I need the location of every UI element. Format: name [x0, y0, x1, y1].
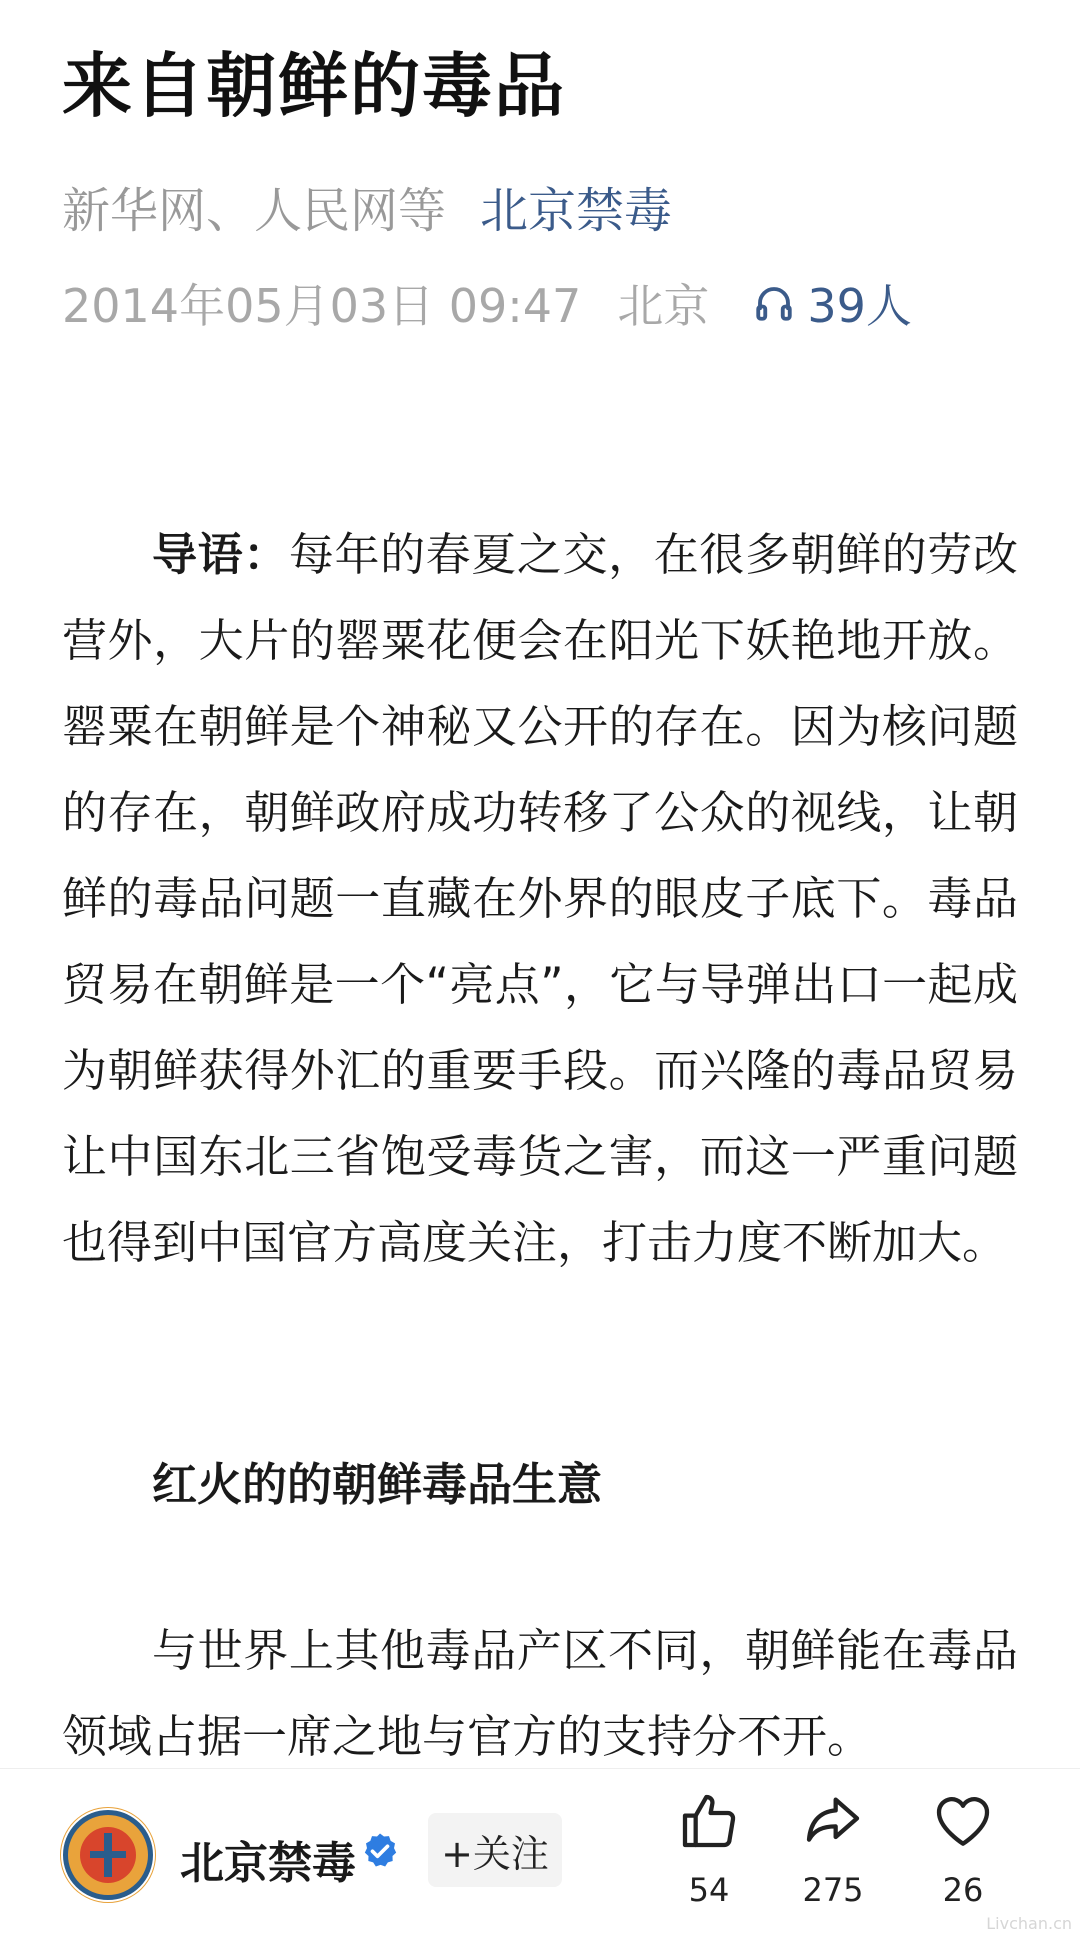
publish-location: 北京 — [617, 279, 710, 333]
account-name[interactable]: 北京禁毒 — [180, 1838, 356, 1889]
bottom-bar — [0, 1768, 1080, 1939]
avatar-emblem — [60, 1807, 156, 1903]
avatar[interactable] — [60, 1807, 156, 1903]
article-body — [62, 512, 1018, 1286]
publish-datetime: 2014年05月03日 09:47 — [62, 279, 582, 333]
share-arrow-icon — [801, 1789, 865, 1853]
section-heading: 红火的的朝鲜毒品生意 — [152, 1458, 603, 1511]
verified-icon — [360, 1831, 400, 1871]
favorite-count: 26 — [942, 1871, 984, 1909]
article-title: 来自朝鲜的毒品 — [62, 45, 566, 127]
listener-count: 39人 — [807, 279, 912, 333]
source-line — [62, 172, 672, 241]
thumbs-up-icon — [677, 1789, 741, 1853]
favorite-button[interactable] — [908, 1789, 1018, 1909]
share-button[interactable] — [778, 1789, 888, 1909]
watermark: Livchan.cn — [986, 1914, 1072, 1933]
heart-icon — [931, 1789, 995, 1853]
lead-label: 导语： — [152, 528, 289, 581]
author-link[interactable]: 北京禁毒 — [480, 183, 673, 239]
article-sources: 新华网、人民网等 — [62, 183, 447, 239]
like-button[interactable] — [654, 1789, 764, 1909]
lead-text: 每年的春夏之交，在很多朝鲜的劳改营外，大片的罂粟花便会在阳光下妖艳地开放。罂粟在朝鲜是个神秘又公开的存在。因为核问题的存在，朝鲜政府成功转移了公众的视线，让朝鲜的毒品问题一直藏在外界的眼皮子底下。毒品贸易在朝鲜是一个“亮点”，它与导弹出口一起成为朝鲜获得外汇的重要手段。而兴隆的毒品贸易让中国东北三省饱受毒货之害，而这一严重问题也得到中国官方高度关注，打击力度不断加大。 — [62, 528, 1018, 1269]
headphones-icon — [753, 282, 795, 324]
lead-paragraph — [62, 512, 1018, 1286]
like-count: 54 — [688, 1871, 730, 1909]
listen-button[interactable] — [753, 270, 912, 336]
body-paragraph: 与世界上其他毒品产区不同，朝鲜能在毒品领域占据一席之地与官方的支持分不开。 — [62, 1624, 1018, 1763]
share-count: 275 — [802, 1871, 864, 1909]
follow-button[interactable]: +关注 — [428, 1813, 562, 1887]
meta-line — [62, 270, 912, 336]
